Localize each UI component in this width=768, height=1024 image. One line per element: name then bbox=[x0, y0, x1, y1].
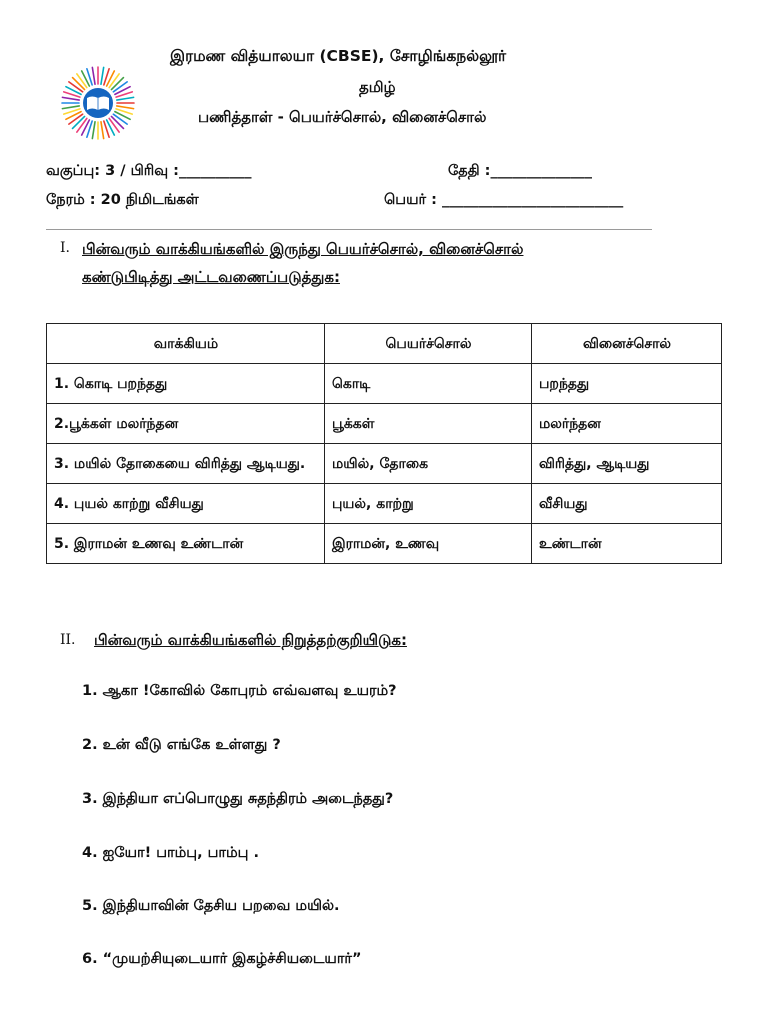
cell-sentence: 2.பூக்கள் மலர்ந்தன bbox=[47, 404, 325, 444]
cell-noun: கொடி bbox=[325, 364, 532, 404]
cell-noun: மயில், தோகை bbox=[325, 444, 532, 484]
table-header-row bbox=[47, 324, 722, 364]
cell-sentence: 5. இராமன் உணவு உண்டான் bbox=[47, 524, 325, 564]
section1-line1: பின்வரும் வாக்கியங்களில் இருந்து பெயர்ச்சொல், வினைச்சொல் bbox=[82, 240, 524, 258]
section2-number: II. bbox=[60, 632, 76, 648]
logo-ray bbox=[111, 116, 123, 128]
logo-ray bbox=[69, 82, 83, 92]
question-item: 1. ஆகா !கோவில் கோபுரம் எவ்வளவு உயரம்? bbox=[82, 683, 397, 699]
cell-verb: வீசியது bbox=[532, 484, 722, 524]
cell-noun: பூக்கள் bbox=[325, 404, 532, 444]
logo-ray bbox=[101, 122, 104, 139]
cell-sentence: 3. மயில் தோகையை விரித்து ஆடியது. bbox=[47, 444, 325, 484]
logo-ray bbox=[111, 78, 123, 90]
header-sentence: வாக்கியம் bbox=[47, 324, 325, 364]
cell-noun: புயல், காற்று bbox=[325, 484, 532, 524]
section1-number: I. bbox=[60, 240, 70, 256]
logo-ray bbox=[117, 106, 134, 109]
logo-ray bbox=[77, 118, 87, 132]
time-field: நேரம் : 20 நிமிடங்கள் bbox=[46, 192, 199, 208]
class-section-field: வகுப்பு: 3 / பிரிவு :__________ bbox=[46, 163, 252, 179]
cell-noun: இராமன், உணவு bbox=[325, 524, 532, 564]
school-logo bbox=[60, 65, 136, 141]
logo-ray bbox=[62, 97, 79, 100]
cell-verb: உண்டான் bbox=[532, 524, 722, 564]
logo-ray bbox=[69, 114, 83, 124]
date-field: தேதி :______________ bbox=[448, 163, 592, 179]
worksheet-title: பணித்தாள் - பெயர்ச்சொல், வினைச்சொல் bbox=[198, 108, 487, 126]
logo-ray bbox=[92, 67, 95, 84]
school-name: இரமண வித்யாலயா (CBSE), சோழிங்கநல்லூர் bbox=[170, 47, 507, 65]
logo-ray bbox=[109, 74, 119, 88]
header-verb: வினைச்சொல் bbox=[532, 324, 722, 364]
table-row bbox=[47, 444, 722, 484]
book-icon bbox=[60, 65, 136, 141]
question-item: 2. உன் வீடு எங்கே உள்ளது ? bbox=[82, 737, 281, 753]
logo-ray bbox=[117, 97, 134, 100]
logo-ray bbox=[77, 74, 87, 88]
question-item: 3. இந்தியா எப்பொழுது சுதந்திரம் அடைந்தது? bbox=[82, 791, 394, 807]
section1-line2-text: கண்டுபிடித்து அட்டவணைப்படுத்துக bbox=[82, 268, 334, 286]
name-field: பெயர் : _________________________ bbox=[384, 192, 624, 208]
question-item: 5. இந்தியாவின் தேசிய பறவை மயில். bbox=[82, 898, 340, 914]
logo-ray bbox=[73, 78, 85, 90]
cell-verb: மலர்ந்தன bbox=[532, 404, 722, 444]
header-noun: பெயர்ச்சொல் bbox=[325, 324, 532, 364]
answer-table bbox=[46, 323, 722, 564]
subject-title: தமிழ் bbox=[359, 78, 396, 96]
cell-sentence: 1. கொடி பறந்தது bbox=[47, 364, 325, 404]
logo-ray bbox=[101, 67, 104, 84]
table-row bbox=[47, 364, 722, 404]
question-item: 6. “முயற்சியுடையார் இகழ்ச்சியடையார்” bbox=[82, 951, 362, 967]
table-row bbox=[47, 404, 722, 444]
section2-instruction: பின்வரும் வாக்கியங்களில் நிறுத்தற்குறியிடுக: bbox=[94, 631, 407, 649]
section1-instruction bbox=[82, 235, 732, 291]
logo-ray bbox=[92, 122, 95, 139]
question-item: 4. ஐயோ! பாம்பு, பாம்பு . bbox=[82, 845, 260, 861]
table-row bbox=[47, 524, 722, 564]
divider bbox=[46, 229, 652, 230]
cell-verb: பறந்தது bbox=[532, 364, 722, 404]
logo-ray bbox=[73, 116, 85, 128]
cell-verb: விரித்து, ஆடியது bbox=[532, 444, 722, 484]
logo-ray bbox=[113, 82, 127, 92]
logo-ray bbox=[113, 114, 127, 124]
logo-ray bbox=[62, 106, 79, 109]
section1-line2: கண்டுபிடித்து அட்டவணைப்படுத்துக: bbox=[82, 268, 340, 286]
logo-ray bbox=[109, 118, 119, 132]
table-row bbox=[47, 484, 722, 524]
cell-sentence: 4. புயல் காற்று வீசியது bbox=[47, 484, 325, 524]
